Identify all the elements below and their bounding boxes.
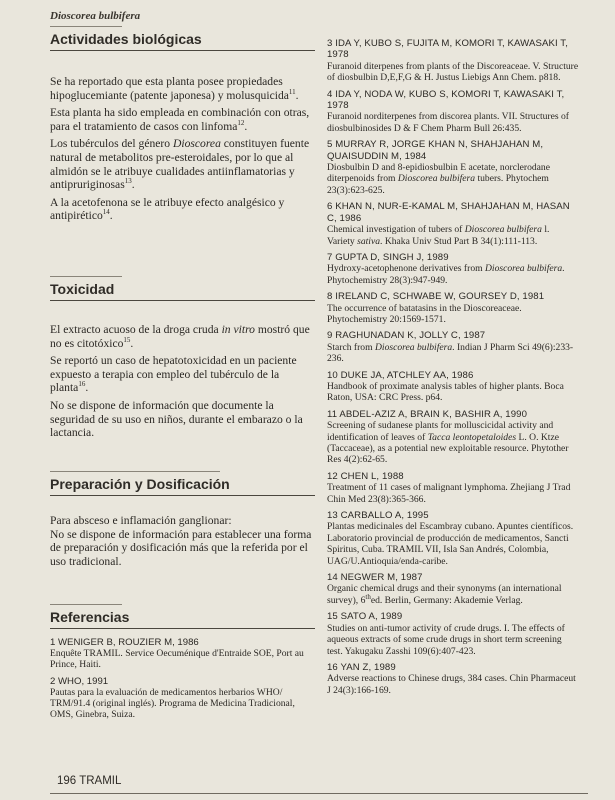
- reference-item: 6 KHAN N, NUR-E-KAMAL M, SHAHJAHAN M, HASAN C, 1986 Chemical investigation of tubers of Dioscorea bulbifera l. Variety sativa. Khaka Univ Stud Part B 34(1):111-113.: [327, 201, 570, 247]
- reference-item: 16 YAN Z, 1989 Adverse reactions to Chinese drugs, 384 cases. Chin Pharmaceut J 24(3):166-169.: [327, 661, 576, 696]
- page-number: 196: [57, 775, 77, 787]
- section-actividades: [50, 26, 315, 227]
- section-rule: [50, 604, 122, 605]
- paragraph: No se dispone de información para establecer una forma de preparación y dosificación más que la referida por el uso tradicional.: [50, 527, 312, 568]
- section-toxicidad: [50, 276, 315, 444]
- running-title: Dioscorea bulbifera: [50, 10, 141, 22]
- reference-item: 12 CHEN L, 1988 Treatment of 11 cases of malignant lymphoma. Zhejiang J Trad Chin Med 23(8):365-366.: [327, 470, 571, 505]
- section-preparacion: [50, 471, 315, 572]
- section-rule: [50, 471, 220, 472]
- reference-item: 5 MURRAY R, JORGE KHAN N, SHAHJAHAN M, QUAISUDDIN M, 1984 Diosbulbin D and 8-epidiosbulbin E acetate, norclerodane diterpenoids from Dioscorea bulbifera tubers. Phytochem 23(3):623-625.: [327, 139, 550, 196]
- paragraph: Los tubérculos del género Dioscorea constituyen fuente natural de metabolitos pre-esteroidales, por lo que al almidón se le atribuye cualidades antiinflamatorias y antipruriginosas$^{13}$.: [50, 137, 310, 192]
- reference-item: 13 CARBALLO A, 1995 Plantas medicinales del Escambray cubano. Apuntes científicos. Laboratorio provincial de producción de medicamentos, Sancti Spiritus, Cuba. TRAMIL VII, Isla San Andrés, Colombia, UAG/U.Antioquia/enda-caribe.: [327, 510, 574, 567]
- paragraph: Para absceso e inflamación ganglionar:: [50, 514, 232, 527]
- paragraph: Esta planta ha sido empleada en combinación con otras, para el tratamiento de casos con linfoma$^{12}$.: [50, 106, 310, 133]
- reference-item: 1 WENIGER B, ROUZIER M, 1986 Enquête TRAMIL. Service Oecuménique d'Entraide SOE, Port au Prince, Haiti.: [50, 637, 304, 671]
- reference-item: 7 GUPTA D, SINGH J, 1989 Hydroxy-acetophenone derivatives from Dioscorea bulbifera. Phytochemistry 28(3):947-949.: [327, 251, 565, 286]
- section-title: Referencias: [50, 609, 315, 629]
- section-rule: [50, 26, 122, 27]
- paragraph: Se reportó un caso de hepatotoxicidad en un paciente expuesto a terapia con empleo del tubérculo de la planta$^{16}$.: [50, 354, 297, 395]
- reference-item: 3 IDA Y, KUBO S, FUJITA M, KOMORI T, KAWASAKI T, 1978 Furanoid diterpenes from plants of the Discoreaceae. V. Structure of diosbulbin D,E,F,G & H. Justus Liebigs Ann Chem. p818.: [327, 38, 579, 84]
- reference-item: 14 NEGWER M, 1987 Organic chemical drugs and their synonyms (an international survey), 6thed. Berlin, Germany: Akademie Verlag.: [327, 572, 562, 606]
- section-title: Toxicidad: [50, 281, 315, 301]
- paragraph: El extracto acuoso de la droga cruda in vitro mostró que no es citotóxico$^{15}$.: [50, 323, 310, 350]
- reference-item: 8 IRELAND C, SCHWABE W, GOURSEY D, 1981 The occurrence of batatasins in the Dioscoreaceae. Phytochemistry 20:1569-1571.: [327, 291, 545, 325]
- footer-label: TRAMIL: [79, 775, 122, 787]
- paragraph: A la acetofenona se le atribuye efecto analgésico y antipirético$^{14}$.: [50, 195, 285, 223]
- section-referencias: [50, 604, 315, 725]
- reference-item: 9 RAGHUNADAN K, JOLLY C, 1987 Starch from Dioscorea bulbifera. Indian J Pharm Sci 49(6):233-236.: [327, 330, 574, 365]
- section-title: Actividades biológicas: [50, 31, 315, 51]
- paragraph: No se dispone de información que documente la seguridad de su uso en niños, durante el embarazo o la lactancia.: [50, 398, 303, 440]
- reference-item: 15 SATO A, 1989 Studies on anti-tumor activity of crude drugs. I. The effects of aqueous extracts of some crude drugs in short term screening test. Yakugaku Zasshi 109(6):407-423.: [327, 611, 565, 657]
- section-title: Preparación y Dosificación: [50, 476, 315, 496]
- footer-rule: [50, 793, 588, 794]
- reference-item: 10 DUKE JA, ATCHLEY AA, 1986 Handbook of proximate analysis tables of higher plants. Boca Raton, USA: CRC Press. p64.: [327, 369, 564, 404]
- section-rule: [50, 276, 122, 277]
- reference-item: 2 WHO, 1991 Pautas para la evaluación de medicamentos herbarios WHO/ TRM/91.4 (original inglés). Programa de Medicina Tradicional, OMS, Ginebra, Suiza.: [50, 675, 295, 721]
- page-footer: [57, 775, 121, 787]
- reference-item: 4 IDA Y, NODA W, KUBO S, KOMORI T, KAWASAKI T, 1978 Furanoid norditerpenes from discorea plants. VII. Structures of diosbulbinosides D & F Chem Pharm Bull 26:435.: [327, 88, 570, 134]
- right-column: [327, 38, 579, 701]
- paragraph: Se ha reportado que esta planta posee propiedades hipoglucemiante (patente japonesa) y molusquicida$^{11}$.: [50, 75, 299, 102]
- reference-item: 11 ABDEL-AZIZ A, BRAIN K, BASHIR A, 1990 Screening of sudanese plants for molluscicidal activity and identification of leaves of Tacca leontopetaloides L. O. Ktze (Taccaceae), as a potential new exploitable resource. Phytother Res 4(2):62-65.: [327, 408, 569, 466]
